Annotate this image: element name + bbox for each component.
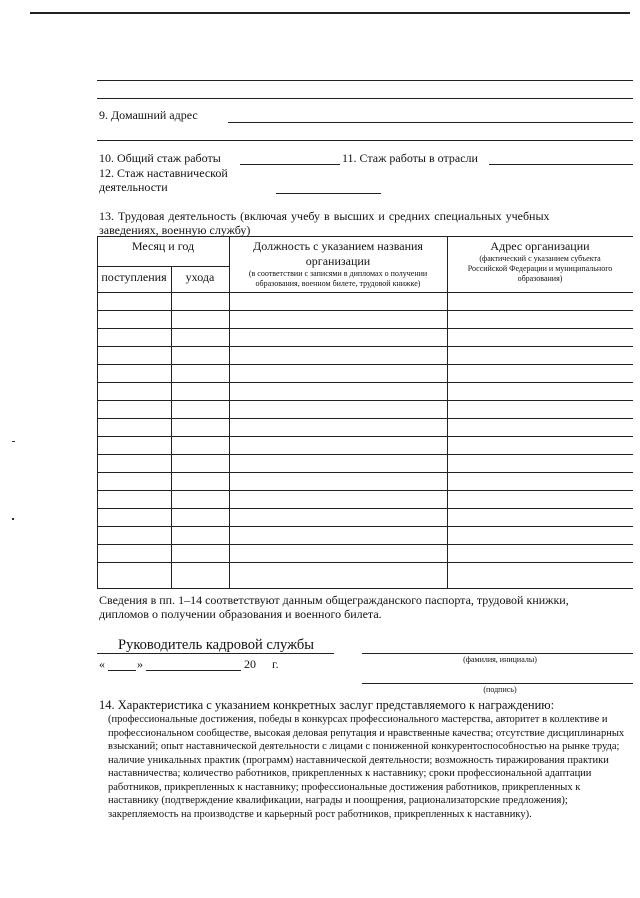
table-row	[97, 310, 633, 311]
confirmation-text: Сведения в пп. 1–14 соответствуют данным общегражданского паспорта, трудовой книжки,	[99, 593, 569, 607]
work-history-heading-line2: заведениях, военную службу)	[99, 223, 251, 237]
table-row	[97, 436, 633, 437]
col-header-position: Должность с указанием названия	[253, 239, 423, 253]
characteristic-line: (профессиональные достижения, победы в конкурсах профессионального мастерства, авторитет в коллективе и	[108, 714, 608, 725]
date-month-field[interactable]	[146, 670, 241, 671]
table-border	[97, 236, 98, 589]
characteristic-line: профессиональном сообществе, высокая деловая репутация и нравственные качества; отсутствие дисциплинарных	[108, 727, 625, 739]
characteristic-line: наставнику (подтверждение квалификации, награды и поощрения, рационализаторские предложения);	[108, 795, 568, 806]
home-address-field-line2[interactable]	[97, 140, 633, 141]
mentoring-experience-field[interactable]	[276, 193, 381, 194]
blank-line	[97, 80, 633, 81]
table-border	[447, 236, 448, 589]
scan-mark	[12, 441, 15, 442]
hr-head-title-underline	[97, 653, 334, 654]
table-row	[97, 508, 633, 509]
table-border	[97, 266, 229, 267]
col-header-entry: поступления	[101, 270, 167, 284]
characteristic-line: работников, прикрепленных к наставнику; профессиональные достижения работников, прикрепленных к	[108, 781, 581, 793]
characteristic-guidance	[108, 713, 628, 821]
total-experience-field[interactable]	[240, 164, 340, 165]
characteristic-line: закрепляемость на производстве и карьерный рост работников, прикрепленных к наставнику).	[108, 808, 532, 820]
table-row	[97, 346, 633, 347]
total-experience-label: 10. Общий стаж работы	[99, 151, 221, 165]
name-field[interactable]	[362, 653, 633, 654]
table-row	[97, 526, 633, 527]
confirmation-text-line2: дипломов о получении образования и военного билета.	[99, 607, 382, 621]
table-row	[97, 490, 633, 491]
col-header-address: Адрес организации	[490, 239, 590, 253]
col-header-address-note: (фактический с указанием субъекта	[479, 254, 601, 263]
date-open-quote: «	[99, 657, 105, 671]
characteristic-heading: 14. Характеристика с указанием конкретных заслуг представляемого к награждению:	[99, 698, 555, 712]
scan-mark	[12, 518, 14, 520]
table-row	[97, 588, 633, 589]
col-header-position-note: (в соответствии с записями в дипломах о получении	[248, 269, 428, 278]
table-row	[97, 544, 633, 545]
table-border	[97, 236, 633, 237]
blank-line	[97, 98, 633, 99]
table-row	[97, 454, 633, 455]
signature-caption: (подпись)	[483, 685, 517, 694]
col-header-month-year: Месяц и год	[131, 239, 195, 253]
table-row	[97, 472, 633, 473]
mentoring-experience-label: 12. Стаж наставнической	[99, 166, 228, 180]
work-history-heading: 13. Трудовая деятельность (включая учебу в высших и средних специальных учебных	[99, 209, 550, 223]
table-row	[97, 328, 633, 329]
work-history-table	[97, 236, 633, 589]
col-header-address-note-line3: образования)	[517, 274, 563, 283]
industry-experience-field[interactable]	[489, 164, 633, 165]
hr-head-title: Руководитель кадровой службы	[118, 637, 315, 653]
date-year-suffix: г.	[272, 657, 279, 671]
characteristic-line: взысканий; опыт наставнической деятельности с лицами с пониженной конкурентоспособностью на рынке труда;	[108, 741, 620, 752]
table-row	[97, 382, 633, 383]
table-border	[171, 266, 172, 589]
col-header-address-note-line2: Российской Федерации и муниципального	[467, 264, 613, 273]
signature-field[interactable]	[362, 683, 633, 684]
date-year-prefix: 20	[244, 657, 256, 671]
col-header-exit: ухода	[185, 270, 215, 284]
table-row	[97, 562, 633, 563]
home-address-label: 9. Домашний адрес	[99, 108, 198, 122]
table-row	[97, 418, 633, 419]
table-row	[97, 400, 633, 401]
industry-experience-label: 11. Стаж работы в отрасли	[342, 151, 478, 165]
mentoring-experience-label-line2: деятельности	[99, 180, 168, 194]
page-top-rule	[30, 12, 630, 14]
characteristic-line: наличие уникальных практик (программ) наставнической деятельности; возможность тиражирования практики	[108, 754, 609, 766]
table-border	[97, 292, 633, 293]
name-caption: (фамилия, инициалы)	[463, 655, 537, 664]
col-header-position-line2: организации	[305, 254, 371, 268]
table-row	[97, 364, 633, 365]
date-close-quote: »	[137, 657, 143, 671]
home-address-field[interactable]	[228, 122, 633, 123]
col-header-position-note-line2: образования, военном билете, трудовой книжке)	[255, 279, 421, 288]
characteristic-line: наставничества; количество работников, прикрепленных к наставнику; сроки профессиональной адаптации	[108, 768, 592, 779]
date-day-field[interactable]	[108, 670, 136, 671]
